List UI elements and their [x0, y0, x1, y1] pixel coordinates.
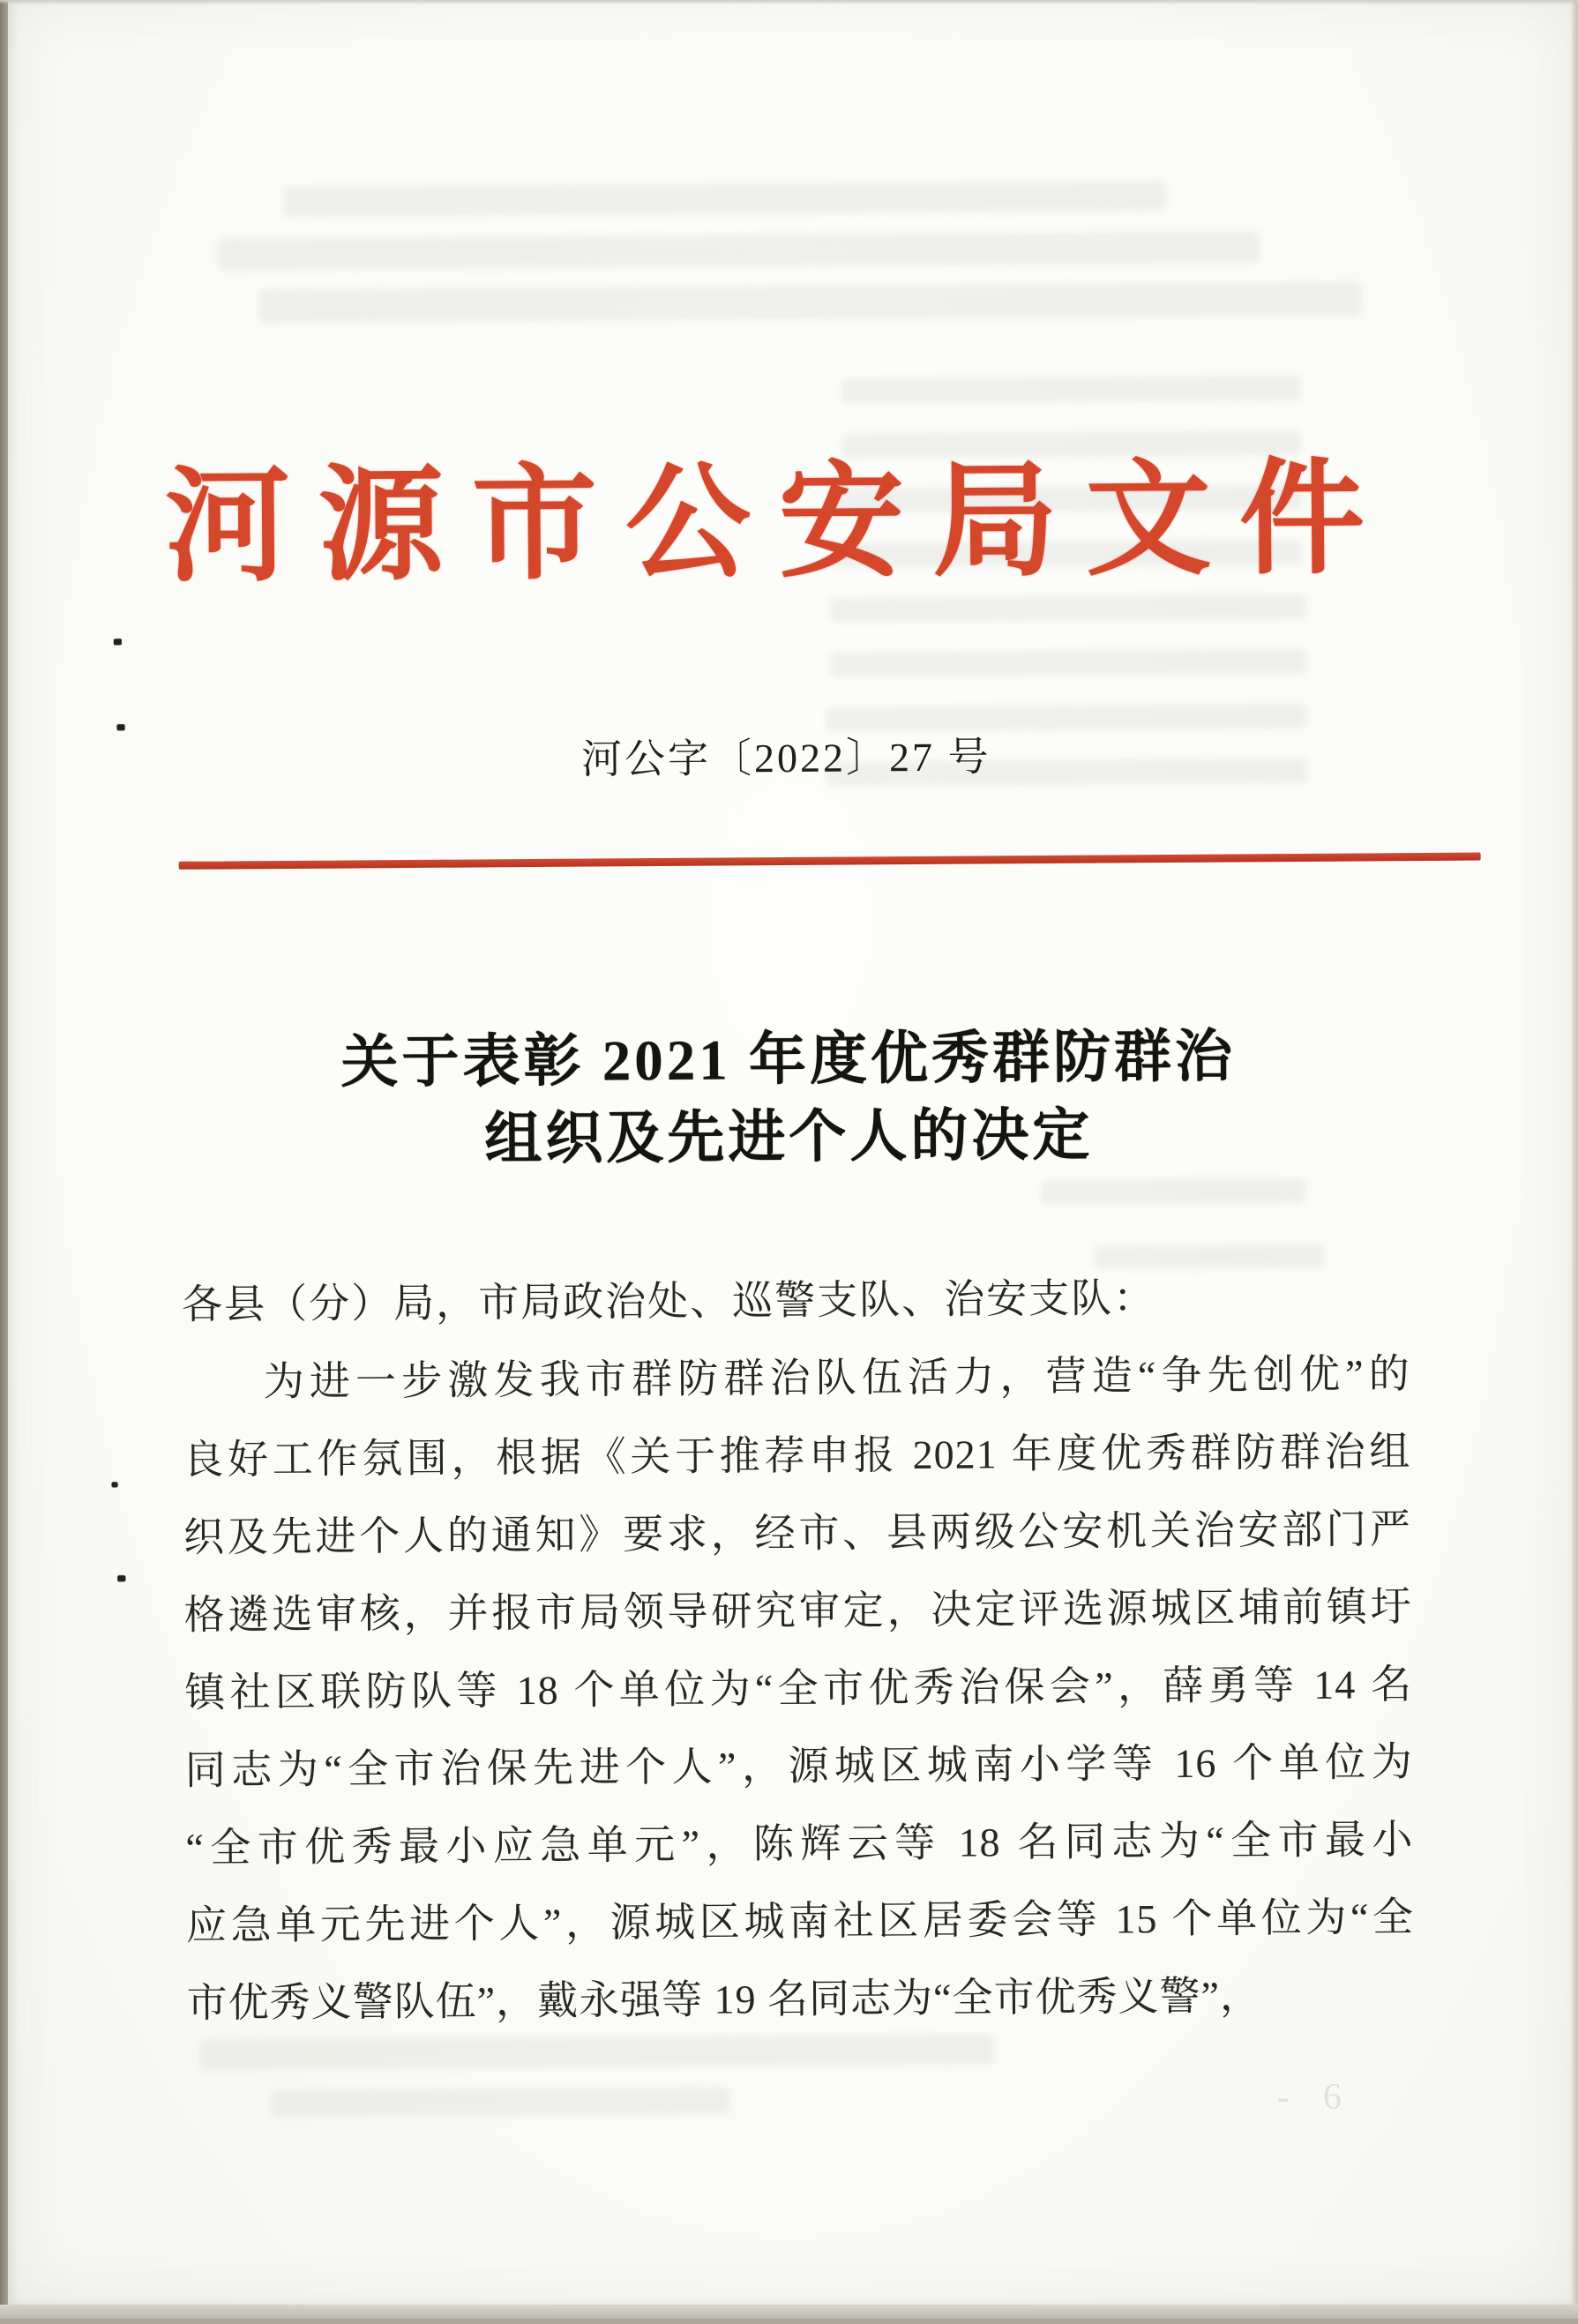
bleed-through-smudge: [219, 231, 1260, 270]
body-line: 良好工作氛围，根据《关于推荐申报 2021 年度优秀群防群治组: [183, 1429, 1411, 1483]
body-line: 同志为“全市治保先进个人”，源城区城南小学等 16 个单位为: [184, 1739, 1413, 1793]
bleed-through-smudge: [1041, 1178, 1305, 1205]
bleed-through-smudge: [841, 376, 1300, 404]
bleed-through-smudge: [830, 649, 1306, 677]
bleed-through-smudge: [830, 594, 1306, 623]
ink-speck: [117, 724, 125, 730]
body-line: “全市优秀最小应急单元”，陈辉云等 18 名同志为“全市最小: [185, 1817, 1414, 1871]
document-title-line1: 关于表彰 2021 年度优秀群防群治: [340, 1025, 1237, 1095]
ink-speck: [114, 639, 122, 645]
bleed-through-smudge: [284, 181, 1166, 217]
ink-speck: [112, 1482, 118, 1487]
document-title: [0, 1016, 1578, 1182]
salutation: 各县（分）局，市局政治处、巡警支队、治安支队：: [181, 1275, 1156, 1327]
bleed-through-smudge: [271, 2087, 729, 2117]
body-line: 格遴选审核，并报市局领导研究审定，决定评选源城区埔前镇圩: [183, 1584, 1412, 1638]
body-line: 织及先进个人的通知》要求，经市、县两级公安机关治安部门严: [183, 1506, 1412, 1560]
letterhead-title: 河源市公安局文件: [164, 449, 1365, 597]
body-line: 应急单元先进个人”，源城区城南社区居委会等 15 个单位为“全: [185, 1894, 1415, 1948]
ghost-page-number: - 6: [1276, 2076, 1355, 2119]
body-line: 为进一步激发我市群防群治队伍活力，营造“争先创优”的: [263, 1351, 1410, 1405]
body-paragraph: [182, 1335, 1414, 2043]
bleed-through-smudge: [258, 281, 1361, 323]
document-number: 河公字〔2022〕27 号: [580, 734, 991, 782]
body-line: 市优秀义警队伍”，戴永强等 19 名同志为“全市优秀义警”，: [186, 1973, 1262, 2026]
red-separator-rule: [179, 853, 1481, 870]
ink-speck: [117, 1575, 125, 1581]
document-title-line2: 组织及先进个人的决定: [484, 1103, 1094, 1172]
body-line: 镇社区联防队等 18 个单位为“全市优秀治保会”，薛勇等 14 名: [184, 1662, 1413, 1715]
bleed-through-smudge: [826, 704, 1306, 732]
